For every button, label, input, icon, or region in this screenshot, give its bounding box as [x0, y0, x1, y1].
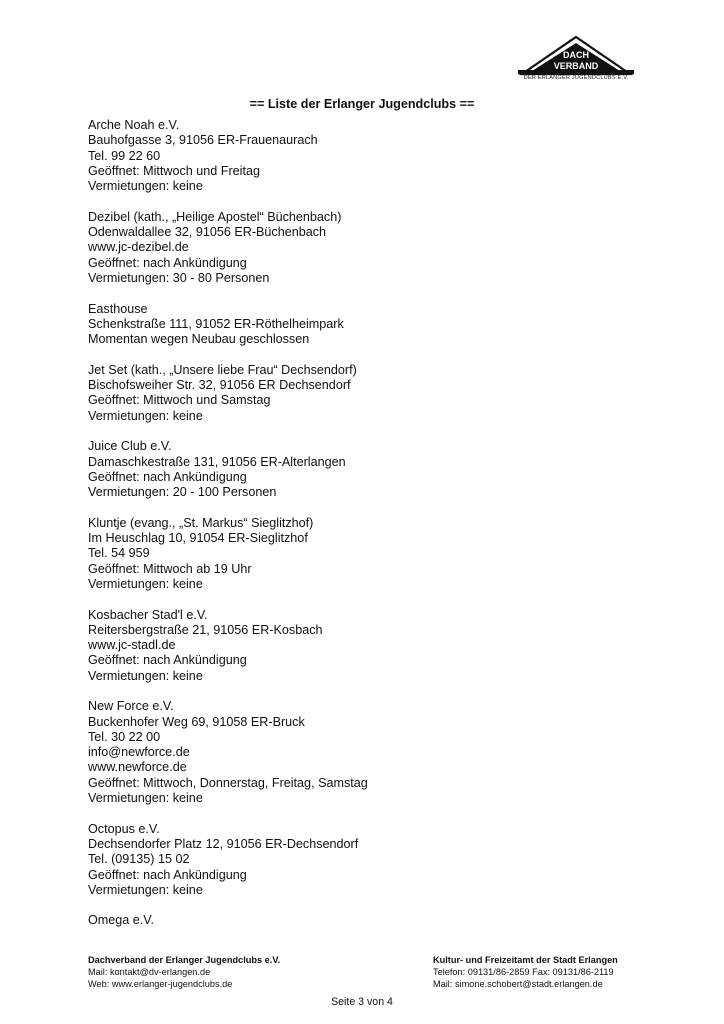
club-name: Dezibel (kath., „Heilige Apostel“ Büchenbach)	[88, 209, 342, 224]
club-detail-line: Geöffnet: nach Ankündigung	[88, 867, 247, 882]
club-detail-line: Damaschkestraße 131, 91056 ER-Alterlangen	[88, 454, 346, 469]
club-detail-line: Reitersbergstraße 21, 91056 ER-Kosbach	[88, 622, 323, 637]
logo-line2: VERBAND	[553, 61, 599, 71]
logo-subtitle: DER ERLANGER JUGENDCLUBS E.V.	[523, 75, 629, 81]
club-detail-line: Tel. 30 22 00	[88, 729, 161, 744]
club-name: Omega e.V.	[88, 913, 155, 928]
club-entry	[88, 363, 648, 424]
club-detail-line: Geöffnet: nach Ankündigung	[88, 255, 247, 270]
club-entry	[88, 210, 648, 286]
club-entry	[88, 302, 648, 348]
club-detail-line: Bauhofgasse 3, 91056 ER-Frauenaurach	[88, 133, 318, 148]
footer-right-heading: Kultur- und Freizeitamt der Stadt Erlangen	[433, 955, 618, 965]
club-entry	[88, 608, 648, 684]
club-entry	[88, 118, 648, 194]
club-name: Kluntje (evang., „St. Markus“ Sieglitzhof)	[88, 515, 314, 530]
club-detail-line: Schenkstraße 111, 91052 ER-Röthelheimpark	[88, 316, 344, 331]
club-name: Easthouse	[88, 301, 148, 316]
club-detail-line: Im Heuschlag 10, 91054 ER-Sieglitzhof	[88, 531, 308, 546]
club-name: Octopus e.V.	[88, 821, 160, 836]
club-detail-line: Buckenhofer Weg 69, 91058 ER-Bruck	[88, 714, 305, 729]
club-detail-line: Vermietungen: keine	[88, 576, 203, 591]
logo-line1: DACH	[563, 50, 589, 60]
club-detail-line: Vermietungen: keine	[88, 791, 203, 806]
club-detail-line: Geöffnet: Mittwoch und Freitag	[88, 163, 260, 178]
club-detail-line: Vermietungen: 20 - 100 Personen	[88, 485, 277, 500]
club-name: Juice Club e.V.	[88, 439, 172, 454]
club-detail-line: Vermietungen: keine	[88, 179, 203, 194]
club-detail-line: Tel. (09135) 15 02	[88, 852, 190, 867]
club-link[interactable]: info@newforce.de	[88, 745, 190, 760]
club-detail-line: Vermietungen: keine	[88, 408, 203, 423]
footer-right	[433, 954, 618, 991]
club-entry	[88, 439, 648, 500]
club-detail-line: Odenwaldallee 32, 91056 ER-Büchenbach	[88, 225, 327, 240]
footer-right-mail[interactable]: Mail: simone.schobert@stadt.erlangen.de	[433, 979, 603, 990]
club-detail-line: Vermietungen: keine	[88, 668, 203, 683]
club-name: Jet Set (kath., „Unsere liebe Frau“ Dechsendorf)	[88, 362, 357, 377]
club-detail-line: Tel. 54 959	[88, 546, 150, 561]
club-name: Kosbacher Stad'l e.V.	[88, 607, 208, 622]
club-link[interactable]: www.newforce.de	[88, 760, 187, 775]
footer-left-mail[interactable]: Mail: kontakt@dv-erlangen.de	[88, 967, 211, 978]
club-entry	[88, 699, 648, 806]
club-detail-line: Momentan wegen Neubau geschlossen	[88, 332, 310, 347]
footer-right-phone: Telefon: 09131/86-2859 Fax: 09131/86-2119	[433, 967, 614, 978]
club-detail-line: Geöffnet: nach Ankündigung	[88, 469, 247, 484]
club-detail-line: Tel. 99 22 60	[88, 148, 161, 163]
club-entry	[88, 516, 648, 592]
club-detail-line: Bischofsweiher Str. 32, 91056 ER Dechsendorf	[88, 378, 351, 393]
club-entry	[88, 913, 648, 928]
club-name: Arche Noah e.V.	[88, 118, 180, 132]
club-entry	[88, 822, 648, 898]
club-link[interactable]: www.jc-dezibel.de	[88, 240, 189, 255]
club-detail-line: Dechsendorfer Platz 12, 91056 ER-Dechsendorf	[88, 836, 359, 851]
page-number: Seite 3 von 4	[331, 996, 393, 1008]
footer-left	[88, 954, 280, 991]
footer-left-heading: Dachverband der Erlanger Jugendclubs e.V.	[88, 955, 281, 965]
document-title: == Liste der Erlanger Jugendclubs ==	[249, 97, 475, 111]
footer-left-web[interactable]: Web: www.erlanger-jugendclubs.de	[88, 979, 233, 990]
club-detail-line: Geöffnet: nach Ankündigung	[88, 653, 247, 668]
club-detail-line: Geöffnet: Mittwoch und Samstag	[88, 393, 271, 408]
club-detail-line: Geöffnet: Mittwoch ab 19 Uhr	[88, 561, 252, 576]
club-link[interactable]: www.jc-stadl.de	[88, 638, 176, 653]
club-detail-line: Vermietungen: 30 - 80 Personen	[88, 270, 270, 285]
club-name: New Force e.V.	[88, 699, 174, 714]
club-detail-line: Geöffnet: Mittwoch, Donnerstag, Freitag, Samstag	[88, 775, 368, 790]
club-list	[88, 118, 648, 944]
club-detail-line: Vermietungen: keine	[88, 882, 203, 897]
